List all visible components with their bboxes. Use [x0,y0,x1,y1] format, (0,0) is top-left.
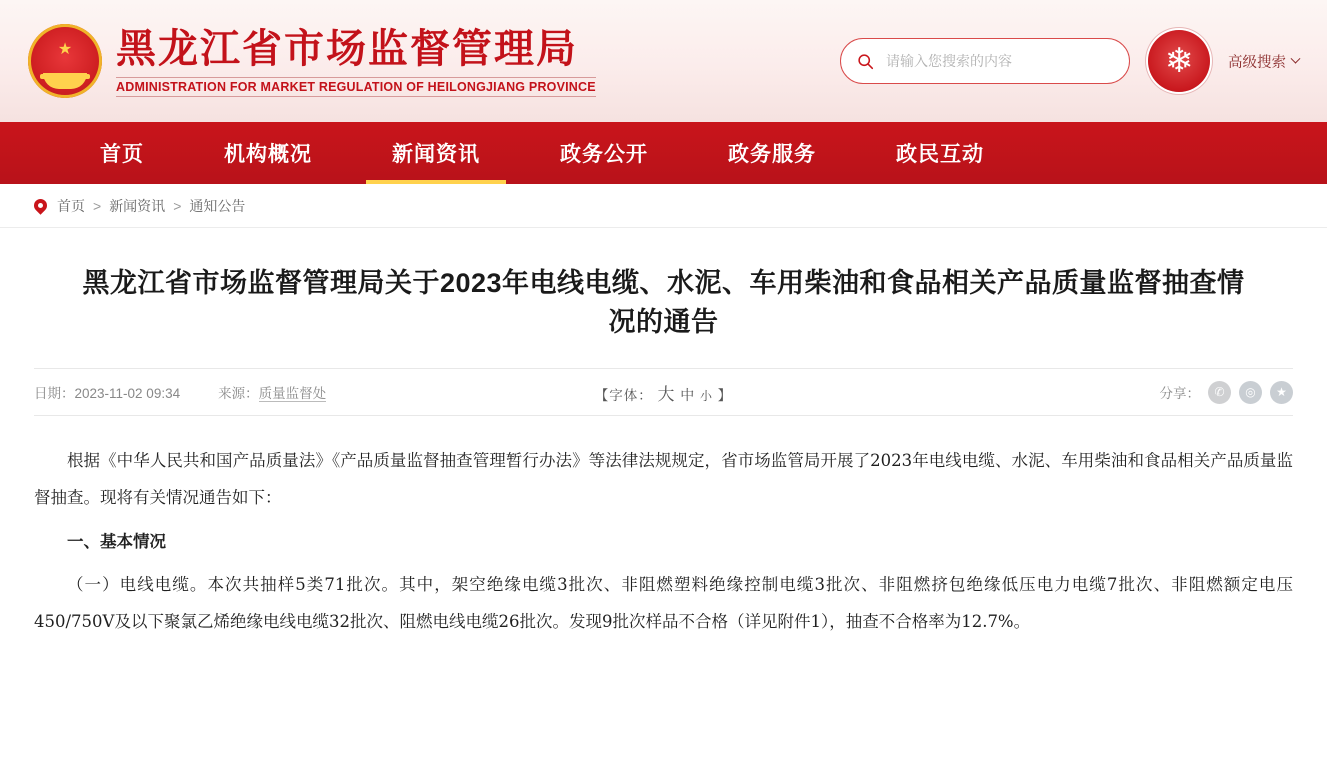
nav-item-label: 首页 [100,143,144,166]
search-input[interactable] [884,52,1113,70]
nav-item-label: 政务公开 [560,143,648,166]
font-size-label-close: 】 [717,387,733,403]
nav-item-label: 新闻资讯 [392,143,480,166]
breadcrumb-item-news[interactable]: 新闻资讯 [109,197,166,214]
main-navigation [0,122,1327,184]
site-title: 黑龙江省市场监督管理局 [116,26,578,71]
wechat-icon[interactable]: ✆ [1208,381,1231,404]
share-group [1160,381,1294,404]
national-emblem-icon: ★ [28,24,102,98]
weibo-icon[interactable]: ◎ [1239,381,1262,404]
article-source [218,382,326,402]
font-size-medium-button[interactable]: 中 [680,386,696,403]
source-value[interactable]: 质量监督处 [258,386,327,402]
breadcrumb-item-notice[interactable]: 通知公告 [189,197,246,214]
share-label: 分享： [1159,386,1200,402]
nav-item-news[interactable] [352,122,520,184]
breadcrumb-separator: > [93,197,102,214]
nav-item-label: 机构概况 [224,143,312,166]
snowflake-badge-icon[interactable] [1148,30,1210,92]
header-right-tools [840,30,1299,92]
site-title-block [116,26,596,97]
breadcrumb-separator: > [173,197,182,214]
article-paragraph: （一）电线电缆。本次共抽样5类71批次。其中，架空绝缘电缆3批次、非阻燃塑料绝缘控制电缆3批次、非阻燃挤包绝缘低压电力电缆7批次、非阻燃额定电压450/750V及以下聚氯乙烯绝缘电线电缆32批次、阻燃电线电缆26批次。发现9批次样品不合格（详见附件1），抽查不合格率为12.7%。 [34,574,1293,631]
article-body [34,416,1293,640]
nav-item-organization[interactable] [184,122,352,184]
site-subtitle: ADMINISTRATION FOR MARKET REGULATION OF HEILONGJIANG PROVINCE [116,77,596,97]
search-icon [857,53,874,70]
advanced-search-label: 高级搜索 [1228,54,1286,71]
nav-item-affairs-disclosure[interactable] [520,122,688,184]
font-size-switcher [595,380,733,405]
article-container [0,228,1327,640]
article-paragraph: 根据《中华人民共和国产品质量法》《产品质量监督抽查管理暂行办法》等法律法规规定，省市场监管局开展了2023年电线电缆、水泥、车用柴油和食品相关产品质量监督抽查。现将有关情况通告如下： [34,451,1293,508]
snowflake-glyph: ❄ [1164,42,1194,80]
article-section-heading: 一、基本情况 [67,531,166,551]
font-size-small-button[interactable]: 小 [700,388,714,403]
page-title: 黑龙江省市场监督管理局关于2023年电线电缆、水泥、车用柴油和食品相关产品质量监督抽查情况的通告 [82,268,1245,338]
font-size-large-button[interactable]: 大 [657,384,676,404]
search-box[interactable] [840,38,1130,84]
publish-date-label: 日期： [34,386,75,402]
publish-date-value: 2023-11-02 09:34 [74,386,181,402]
nav-item-government-services[interactable] [688,122,856,184]
breadcrumb [0,184,1327,228]
nav-item-public-interaction[interactable] [856,122,1024,184]
location-pin-icon [31,196,49,214]
source-label: 来源： [218,386,259,402]
chevron-down-icon [1291,53,1301,63]
advanced-search-link[interactable] [1228,51,1299,72]
site-header [0,0,1327,122]
breadcrumb-item-home[interactable]: 首页 [57,197,85,214]
nav-item-label: 政民互动 [896,143,984,166]
nav-item-label: 政务服务 [728,143,816,166]
nav-item-home[interactable] [60,122,184,184]
article-meta-bar [34,368,1293,416]
publish-date [34,382,180,402]
font-size-label-open: 【字体： [594,387,653,403]
qzone-icon[interactable]: ★ [1270,381,1293,404]
